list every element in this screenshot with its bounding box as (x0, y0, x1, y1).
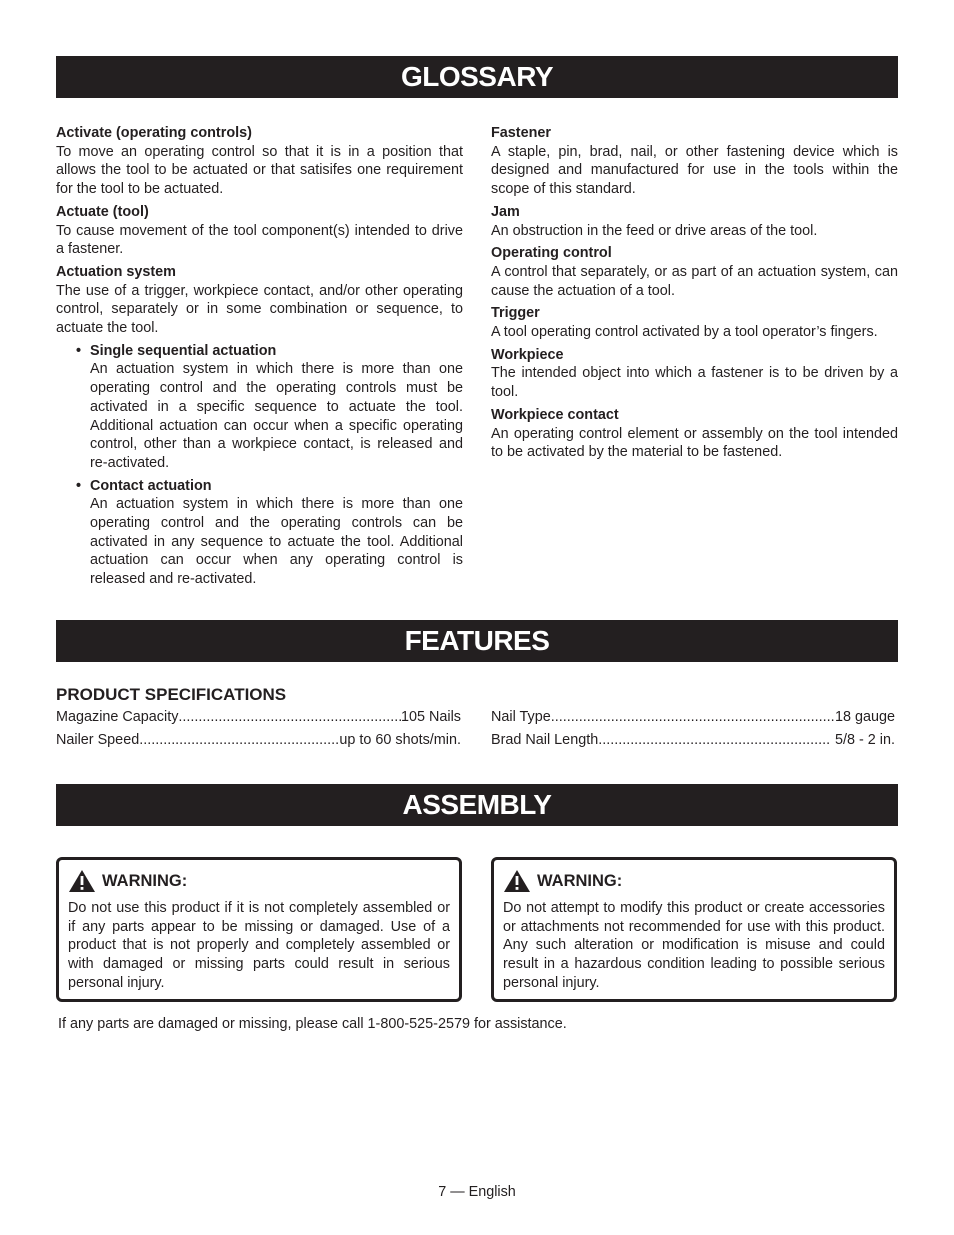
spec-value: up to 60 shots/min. (339, 732, 461, 748)
glossary-heading: GLOSSARY (56, 56, 898, 98)
glossary-entry (491, 244, 898, 300)
spec-label: Nailer Speed (56, 732, 140, 748)
glossary-definition: An operating control element or assembly on the tool intended to be activated by the material to be fastened. (491, 425, 898, 461)
glossary-definition: A tool operating control activated by a tool operator’s fingers. (491, 324, 878, 341)
glossary-bullet-entry (56, 477, 463, 589)
spec-label: Brad Nail Length (491, 732, 599, 748)
glossary-term: Workpiece contact (491, 406, 619, 423)
glossary-definition: To move an operating control so that it is in a position that allows the tool to be actuated or that satisifes one requirement for the tool to be actuated. (56, 143, 463, 198)
spec-row (491, 732, 895, 748)
spec-leader-dots (598, 732, 831, 748)
glossary-left-column (56, 124, 463, 593)
glossary-term: Trigger (491, 305, 540, 322)
glossary-entry (56, 263, 463, 338)
glossary-entry (56, 124, 463, 199)
glossary-term: Actuation system (56, 263, 176, 280)
spec-leader-dots (139, 732, 339, 748)
warning-label: WARNING: (537, 871, 623, 890)
product-specifications-heading: PRODUCT SPECIFICATIONS (56, 685, 287, 704)
warning-label: WARNING: (102, 871, 188, 890)
glossary-entry (491, 346, 898, 402)
glossary-definition: An obstruction in the feed or drive areas of the tool. (491, 222, 818, 239)
glossary-entry (491, 304, 898, 341)
glossary-definition: A staple, pin, brad, nail, or other fastening device which is designed and manufactured for use in the tools within the scope of this standard. (491, 143, 898, 198)
glossary-definition: An actuation system in which there is more than one operating control and the operating controls can be activated in any sequence to actuate the tool. Additional actuation can occur when any operating control is released and re-activated. (90, 496, 463, 588)
bullet-icon: • (76, 342, 82, 359)
spec-row (56, 732, 461, 748)
spec-row (491, 709, 895, 725)
warning-box (491, 857, 897, 1002)
glossary-term: Activate (operating controls) (56, 125, 252, 141)
glossary-definition: An actuation system in which there is more than one operating control and the operating controls must be activated in a specific sequence to actuate the tool. Additional actuation can occur when a specific operating control, other than a workpiece contact, is released and re-activated. (90, 361, 463, 471)
spec-leader-dots (178, 709, 401, 725)
glossary-term: Operating control (491, 245, 612, 262)
warning-box (56, 857, 462, 1002)
glossary-definition: A control that separately, or as part of an actuation system, can cause the actuation of a tool. (491, 263, 898, 299)
bullet-icon: • (76, 477, 82, 494)
spec-label: Magazine Capacity (56, 709, 179, 725)
warning-header (503, 869, 885, 893)
glossary-entry (56, 203, 463, 259)
glossary-definition: The intended object into which a fastener is to be driven by a tool. (491, 365, 898, 401)
glossary-definition: The use of a trigger, workpiece contact, and/or other operating control, separately or in some combination or sequence, to actuate the tool. (56, 282, 463, 337)
warning-triangle-icon (503, 869, 531, 893)
assembly-heading: ASSEMBLY (56, 784, 898, 826)
page-footer: 7 — English (438, 1184, 516, 1200)
glossary-entry (491, 124, 898, 199)
glossary-term: Workpiece (491, 346, 564, 363)
spec-leader-dots (551, 709, 835, 725)
glossary-term: Jam (491, 203, 520, 220)
warning-text: Do not attempt to modify this product or create accessories or attachments not recommended for use with this product. Any such alteration or modification is misuse and could result in a hazardous condition leading to possible serious personal injury. (503, 900, 885, 991)
glossary-entry (491, 406, 898, 462)
glossary-term: Single sequential actuation (90, 342, 277, 359)
spec-value: 105 Nails (401, 709, 461, 725)
glossary-term: Actuate (tool) (56, 203, 149, 220)
features-heading: FEATURES (56, 620, 898, 662)
glossary-term: Fastener (491, 125, 551, 141)
spec-value: 18 gauge (834, 709, 895, 725)
warning-header (68, 869, 450, 893)
spec-label: Nail Type (491, 709, 551, 725)
warning-text: Do not use this product if it is not completely assembled or if any parts appear to be missing or damaged. Use of a product that is not properly and completely assembled or with damaged or missing parts could result in serious personal injury. (68, 900, 450, 991)
glossary-definition: To cause movement of the tool component(s) intended to drive a fastener. (56, 222, 463, 258)
glossary-bullet-entry (56, 342, 463, 473)
glossary-entry (491, 203, 898, 240)
spec-row (56, 709, 461, 725)
assistance-note: If any parts are damaged or missing, please call 1-800-525-2579 for assistance. (58, 1016, 567, 1032)
glossary-right-column (491, 124, 898, 466)
glossary-term: Contact actuation (90, 477, 212, 494)
spec-value: 5/8 - 2 in. (831, 732, 895, 748)
warning-triangle-icon (68, 869, 96, 893)
